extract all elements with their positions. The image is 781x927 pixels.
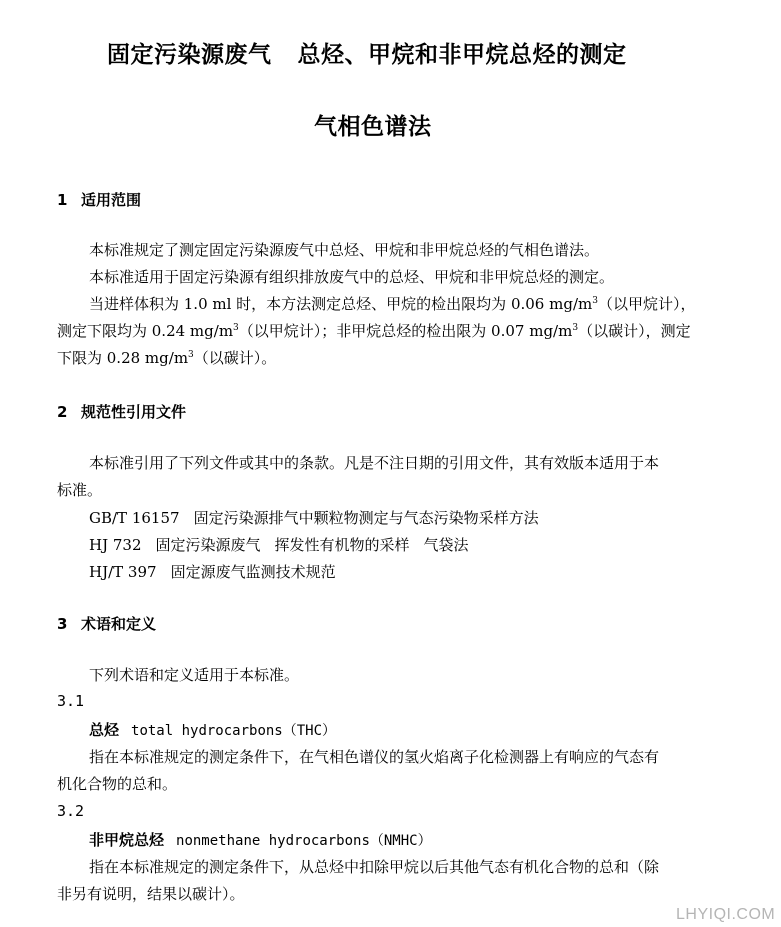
section-number: 1 bbox=[57, 191, 68, 209]
section-number: 2 bbox=[57, 403, 68, 421]
term-heading bbox=[89, 829, 432, 850]
section-title: 规范性引用文件 bbox=[81, 403, 187, 421]
reference-title: 固定源废气监测技术规范 bbox=[170, 563, 336, 581]
paragraph-line: 标准。 bbox=[57, 481, 103, 499]
watermark: LHYIQI.COM bbox=[676, 906, 776, 923]
text-run: （以碳计）。 bbox=[193, 349, 277, 367]
document-title-line1 bbox=[107, 36, 627, 69]
superscript: 3 bbox=[592, 296, 598, 306]
paragraph-line bbox=[89, 293, 695, 314]
section-3-heading bbox=[57, 613, 156, 634]
term-definition-line: 指在本标准规定的测定条件下，从总烃中扣除甲烷以后其他气态有机化合物的总和（除 bbox=[89, 858, 660, 876]
paragraph-line bbox=[57, 320, 691, 341]
title-part2: 总烃、甲烷和非甲烷总烃的测定 bbox=[297, 42, 627, 68]
reference-title: 固定污染源排气中颗粒物测定与气态污染物采样方法 bbox=[193, 509, 539, 527]
term-heading bbox=[89, 719, 336, 740]
section-title: 适用范围 bbox=[81, 191, 142, 209]
section-title: 术语和定义 bbox=[81, 615, 157, 633]
term-number: 3.2 bbox=[57, 802, 85, 820]
term-definition-line: 非另有说明，结果以碳计）。 bbox=[57, 885, 245, 903]
term-chinese: 非甲烷总烃 bbox=[89, 831, 165, 849]
reference-item bbox=[89, 561, 336, 582]
text-run: 测定下限均为 0.24 mg/m bbox=[57, 322, 234, 340]
reference-title: 挥发性有机物的采样 bbox=[274, 536, 410, 554]
paragraph-line bbox=[57, 347, 276, 368]
section-1-heading bbox=[57, 189, 141, 210]
text-run: （以碳计），测定 bbox=[578, 322, 691, 340]
term-english: total hydrocarbons（THC） bbox=[131, 723, 337, 739]
superscript: 3 bbox=[572, 323, 579, 333]
paragraph: 下列术语和定义适用于本标准。 bbox=[89, 666, 300, 684]
term-definition-line: 机化合物的总和。 bbox=[57, 775, 178, 793]
term-chinese: 总烃 bbox=[89, 721, 120, 739]
document-title-line2: 气相色谱法 bbox=[314, 114, 432, 140]
section-number: 3 bbox=[57, 615, 68, 633]
text-run: 当进样体积为 1.0 ml 时，本方法测定总烃、甲烷的检出限均为 0.06 mg/m bbox=[89, 295, 593, 313]
section-2-heading bbox=[57, 401, 186, 422]
superscript: 3 bbox=[188, 350, 194, 360]
title-part1: 固定污染源废气 bbox=[107, 42, 272, 68]
paragraph: 本标准规定了测定固定污染源废气中总烃、甲烷和非甲烷总烃的气相色谱法。 bbox=[89, 241, 600, 259]
reference-title: 固定污染源废气 bbox=[155, 536, 261, 554]
reference-code: GB/T 16157 bbox=[89, 509, 180, 527]
reference-title: 气袋法 bbox=[423, 536, 469, 554]
superscript: 3 bbox=[233, 323, 239, 333]
term-english: nonmethane hydrocarbons（NMHC） bbox=[176, 833, 432, 849]
paragraph-line: 本标准引用了下列文件或其中的条款。凡是不注日期的引用文件，其有效版本适用于本 bbox=[89, 454, 660, 472]
reference-code: HJ/T 397 bbox=[89, 563, 157, 581]
text-run: （以甲烷计）；非甲烷总烃的检出限为 0.07 mg/m bbox=[238, 322, 573, 340]
reference-item bbox=[89, 507, 539, 528]
reference-code: HJ 732 bbox=[89, 536, 142, 554]
reference-item bbox=[89, 534, 469, 555]
text-run: 下限为 0.28 mg/m bbox=[57, 349, 189, 367]
term-definition-line: 指在本标准规定的测定条件下，在气相色谱仪的氢火焰离子化检测器上有响应的气态有 bbox=[89, 748, 660, 766]
term-number: 3.1 bbox=[57, 692, 85, 710]
paragraph: 本标准适用于固定污染源有组织排放废气中的总烃、甲烷和非甲烷总烃的测定。 bbox=[89, 268, 615, 286]
text-run: （以甲烷计）， bbox=[597, 295, 696, 313]
